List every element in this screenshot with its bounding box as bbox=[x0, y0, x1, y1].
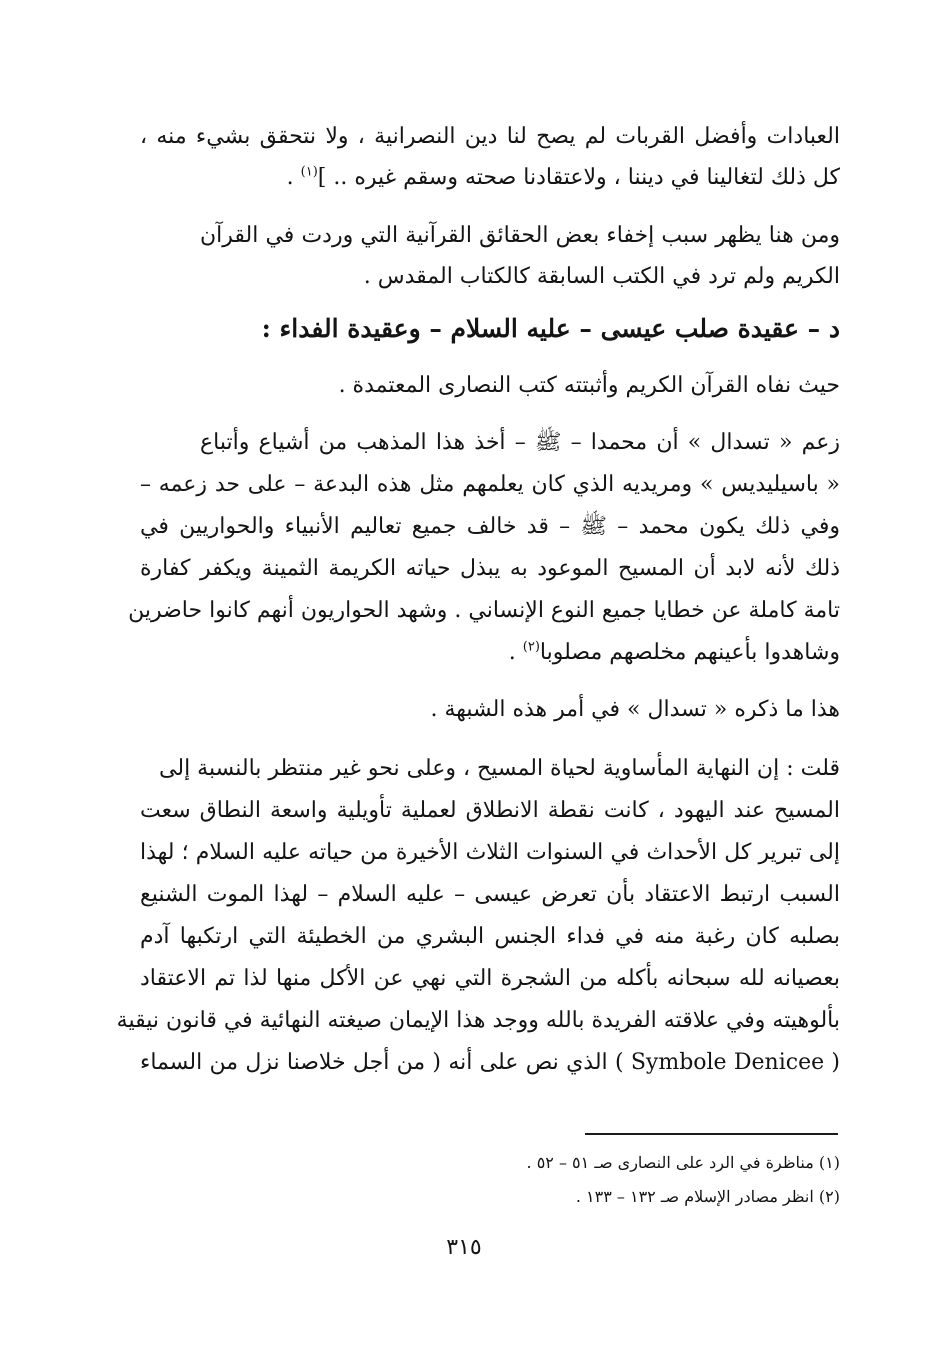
body-text: وشاهدوا بأعينهم مخلصهم مصلوبا bbox=[539, 640, 840, 665]
body-line: إلى تبرير كل الأحداث في السنوات الثلاث الأخيرة من حياته عليه السلام ؛ لهذا bbox=[140, 840, 840, 865]
body-line: ذلك لأنه لابد أن المسيح الموعود به يبذل حياته الكريمة الثمينة ويكفر كفارة bbox=[140, 556, 840, 581]
body-line: بعصيانه لله سبحانه بأكله من الشجرة التي نهي عن الأكل منها لذا تم الاعتقاد bbox=[140, 966, 840, 991]
footnote: (٢) انظر مصادر الإسلام صـ ١٣٢ – ١٣٣ . bbox=[575, 1187, 840, 1206]
footnote-separator bbox=[585, 1133, 838, 1135]
body-line: « باسيليديس » ومريديه الذي كان يعلمهم مثل هذه البدعة – على حد زعمه – bbox=[140, 472, 840, 497]
body-line: الكريم ولم ترد في الكتب السابقة كالكتاب المقدس . bbox=[363, 264, 840, 289]
page-number: ٣١٥ bbox=[446, 1235, 482, 1260]
body-line: السبب ارتبط الاعتقاد بأن تعرض عيسى – عليه السلام – لهذا الموت الشنيع bbox=[140, 882, 840, 907]
section-heading: د – عقيدة صلب عيسى – عليه السلام – وعقيدة الفداء : bbox=[261, 314, 840, 343]
body-line bbox=[140, 1048, 840, 1078]
footnote-ref: (٢) bbox=[522, 639, 540, 655]
body-line: تامة كاملة عن خطايا جميع النوع الإنساني . وشهد الحواريون أنهم كانوا حاضرين bbox=[128, 598, 840, 623]
body-line: بألوهيته وفي علاقته الفريدة بالله ووجد هذا الإيمان صيغته النهائية في قانون نيقية bbox=[116, 1008, 840, 1033]
body-text: . bbox=[508, 640, 523, 665]
body-line: قلت : إن النهاية المأساوية لحياة المسيح ، وعلى نحو غير منتظر بالنسبة إلى bbox=[159, 756, 840, 781]
body-text: الذي نص على أنه ( من أجل خلاصنا نزل من السماء bbox=[140, 1050, 615, 1075]
body-line: هذا ما ذكره « تسدال » في أمر هذه الشبهة . bbox=[430, 697, 840, 722]
body-line: العبادات وأفضل القربات لم يصح لنا دين النصرانية ، ولا نتحقق بشيء منه ، bbox=[140, 124, 840, 149]
latin-term: ( Symbole Denicee ) bbox=[614, 1050, 840, 1075]
body-line bbox=[140, 638, 840, 668]
body-line: ومن هنا يظهر سبب إخفاء بعض الحقائق القرآنية التي وردت في القرآن bbox=[200, 223, 840, 248]
footnote-ref: (١) bbox=[300, 164, 318, 180]
body-text: كل ذلك لتغالينا في ديننا ، ولاعتقادنا صحته وسقم غيره .. ] bbox=[317, 165, 840, 190]
body-line: وفي ذلك يكون محمد – ﷺ – قد خالف جميع تعاليم الأنبياء والحواريين في bbox=[140, 514, 840, 539]
body-line bbox=[140, 163, 840, 193]
body-line: المسيح عند اليهود ، كانت نقطة الانطلاق لعملية تأويلية واسعة النطاق سعت bbox=[140, 798, 840, 823]
body-text: . bbox=[286, 165, 301, 190]
body-line: بصلبه كان رغبة منه في فداء الجنس البشري من الخطيئة التي ارتكبها آدم bbox=[140, 924, 840, 949]
body-line: زعم « تسدال » أن محمدا – ﷺ – أخذ هذا المذهب من أشياع وأتباع bbox=[200, 430, 840, 455]
body-line: حيث نفاه القرآن الكريم وأثبتته كتب النصارى المعتمدة . bbox=[338, 373, 840, 398]
footnote: (١) مناظرة في الرد على النصارى صـ ٥١ – ٥٢ . bbox=[526, 1153, 840, 1172]
